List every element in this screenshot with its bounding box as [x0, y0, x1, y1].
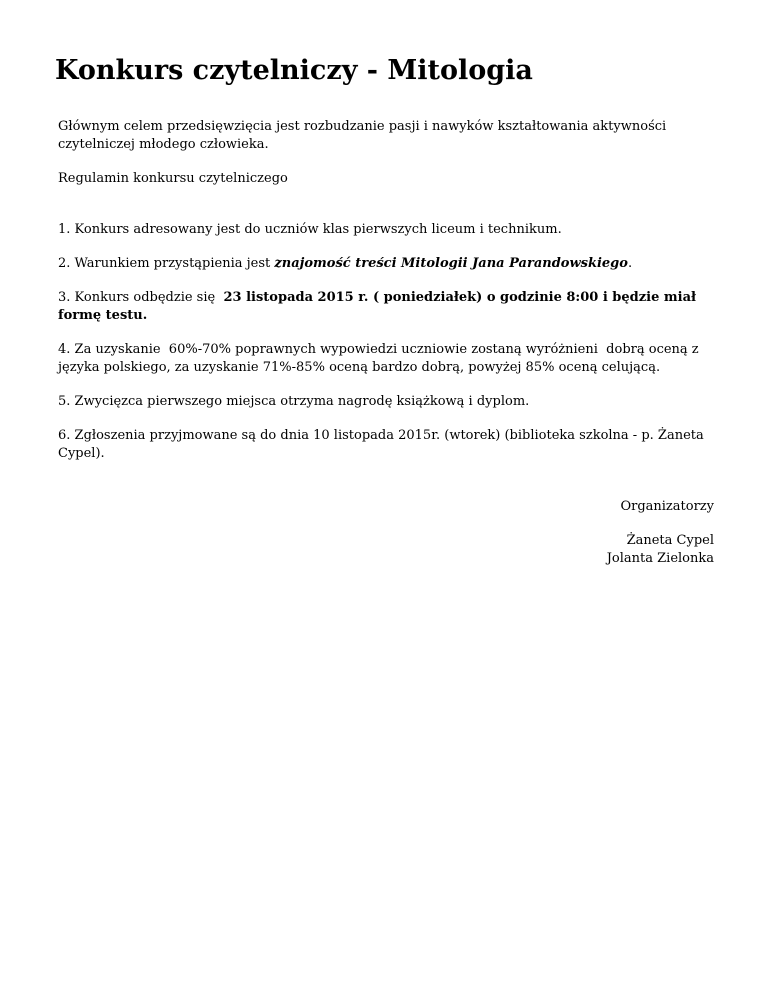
page-title: Konkurs czytelniczy - Mitologia	[55, 55, 533, 86]
rule-4: 4. Za uzyskanie 60%-70% poprawnych wypowiedzi uczniowie zostaną wyróżnieni dobrą oceną z języka polskiego, za uzyskanie 71%-85% oceną bardzo dobrą, powyżej 85% oceną celującą.	[58, 342, 703, 375]
signature-block	[58, 498, 714, 568]
rule-2-text: 2. Warunkiem przystąpienia jest	[58, 256, 275, 271]
rule-5: 5. Zwycięzca pierwszego miejsca otrzyma nagrodę książkową i dyplom.	[58, 394, 530, 409]
regulamin-heading: Regulamin konkursu czytelniczego	[58, 171, 288, 186]
rule-3-text: 3. Konkurs odbędzie się	[58, 290, 224, 305]
signature-label: Organizatorzy	[620, 499, 714, 514]
document-body	[58, 118, 714, 568]
rule-2	[58, 255, 714, 273]
intro-paragraph: Głównym celem przedsięwzięcia jest rozbudzanie pasji i nawyków kształtowania aktywności czytelniczej młodego człowieka.	[58, 119, 667, 152]
rule-1: 1. Konkurs adresowany jest do uczniów klas pierwszych liceum i technikum.	[58, 222, 562, 237]
rule-3-date: 23 listopada 2015 r. ( poniedziałek) o godzinie 8:00 i będzie miał formę testu.	[58, 290, 696, 323]
rule-6: 6. Zgłoszenia przyjmowane są do dnia 10 listopada 2015r. (wtorek) (biblioteka szkolna - p. Żaneta Cypel).	[58, 428, 704, 461]
rule-2-end: .	[627, 256, 633, 271]
signature-names	[58, 532, 714, 568]
organizer-name-1: Żaneta Cypel	[626, 533, 714, 548]
organizer-name-2: Jolanta Zielonka	[606, 551, 714, 566]
rule-3	[58, 289, 714, 325]
rule-2-emphasis: znajomość treści Mitologii Jana Parandowskiego	[274, 256, 628, 271]
